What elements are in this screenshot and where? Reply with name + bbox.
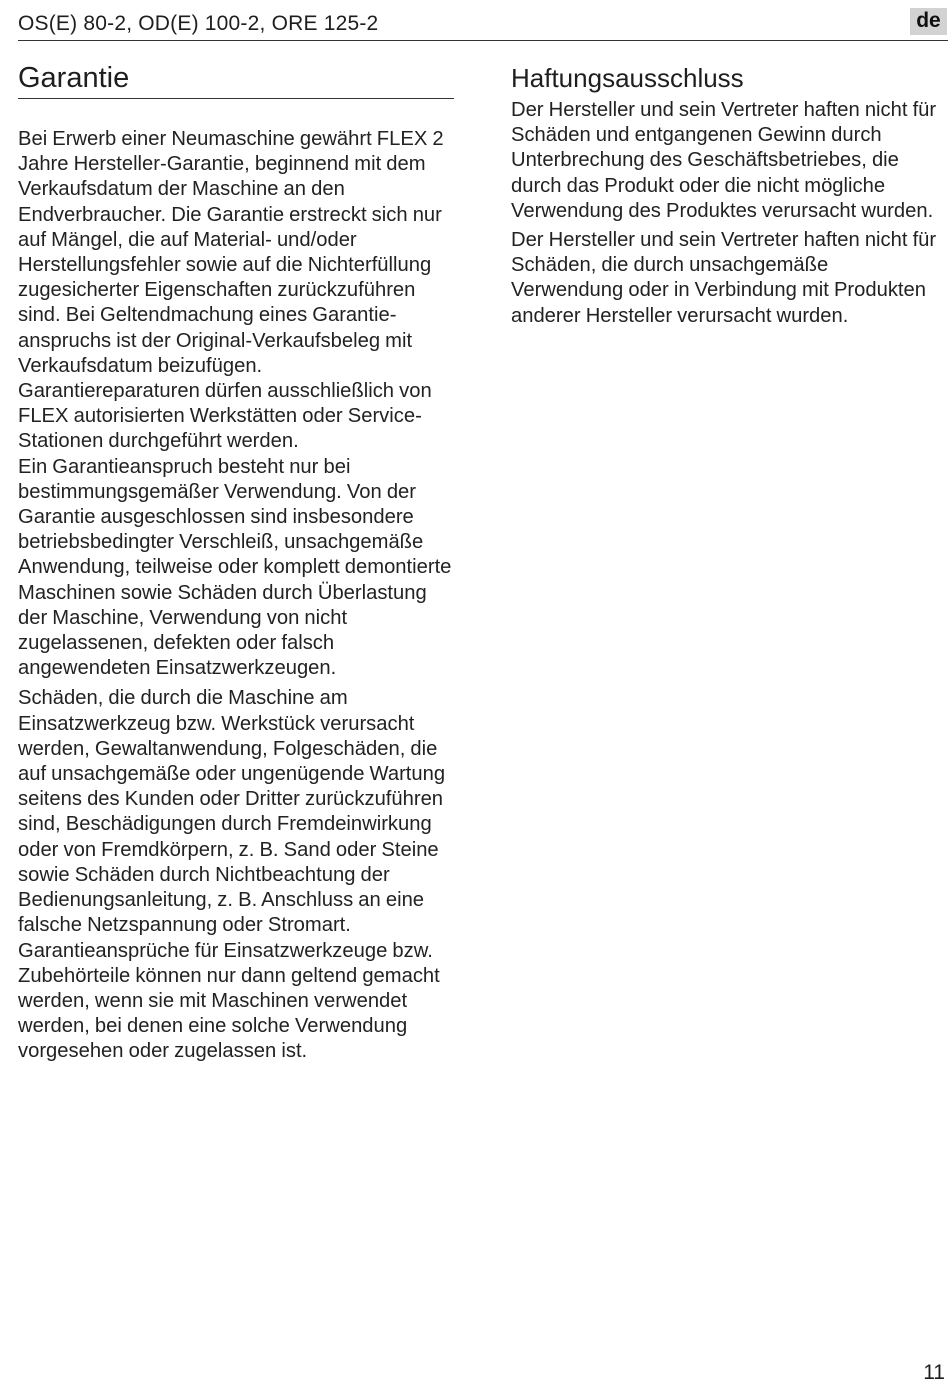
header-divider <box>18 40 948 41</box>
left-column <box>18 58 454 1065</box>
document-header-title: OS(E) 80-2, OD(E) 100-2, ORE 125-2 <box>18 12 379 35</box>
heading-divider <box>18 98 454 99</box>
garantie-paragraph-1: Bei Erwerb einer Neumaschine gewährt FLEX 2 Jahre Hersteller-Garantie, beginnend mit dem Verkaufsdatum der Maschine an den Endverbraucher. Die Garantie erstreckt sich nur auf Mängel, die auf Material- und/oder Herstellungsfehler sowie auf die Nichterfüllung zugesicherter Eigenschaften zurückzuführen sind. Bei Geltendmachung eines Garantieanspruchs ist der Original-Verkaufsbeleg mit Verkaufsdatum beizufügen. <box>18 128 444 377</box>
section-heading-haftungsausschluss: Haftungsausschluss <box>511 63 744 93</box>
garantie-paragraph-3: Ein Garantieanspruch besteht nur bei bestimmungsgemäßer Verwendung. Von der Garantie ausgeschlossen sind insbesondere betriebsbedingter Verschleiß, unsachgemäße Anwendung, teilweise oder komplett demontierte Maschinen sowie Schäden durch Überlastung der Maschine, Verwendung von nicht zugelassenen, defekten oder falsch angewendeten Einsatzwerkzeugen. <box>18 455 452 680</box>
right-column <box>511 58 943 329</box>
language-badge: de <box>910 8 947 35</box>
page-number: 11 <box>923 1361 945 1384</box>
garantie-paragraph-2: Garantiereparaturen dürfen ausschließlich von FLEX autorisierten Werkstätten oder Service-Stationen durchgeführt werden. <box>18 380 432 453</box>
garantie-paragraph-4: Schäden, die durch die Maschine am Einsatzwerkzeug bzw. Werkstück verursacht werden, Gewaltanwendung, Folgeschäden, die auf unsachgemäße oder ungenügende Wartung seitens des Kunden oder Dritter zurückzuführen sind, Beschädigungen durch Fremdeinwirkung oder von Fremdkörpern, z. B. Sand oder Steine sowie Schäden durch Nichtbeachtung der Bedienungsanleitung, z. B. Anschluss an eine falsche Netzspannung oder Stromart. Garantieansprüche für Einsatzwerkzeuge bzw. Zubehörteile können nur dann geltend gemacht werden, wenn sie mit Maschinen verwendet werden, bei denen eine solche Verwendung vorgesehen oder zugelassen ist. <box>18 687 446 1063</box>
haftung-paragraph-1: Der Hersteller und sein Vertreter haften nicht für Schäden und entgangenen Gewinn durch Unterbrechung des Geschäftsbetriebes, die durch das Produkt oder die nicht mögliche Verwendung des Produktes verursacht wurden. <box>511 99 937 222</box>
section-heading-garantie: Garantie <box>18 62 130 94</box>
haftung-paragraph-2: Der Hersteller und sein Vertreter haften nicht für Schäden, die durch unsachgemäße Verwendung oder in Verbindung mit Produkten anderer Hersteller verursacht wurden. <box>511 229 937 327</box>
